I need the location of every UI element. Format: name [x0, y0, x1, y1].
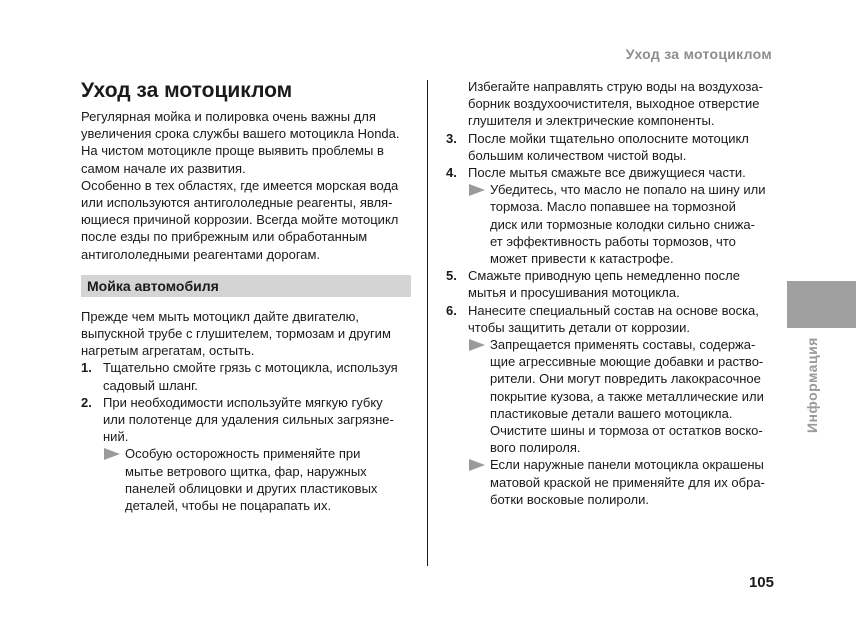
text-line: Тщательно смойте грязь с мотоцикла, используя	[103, 360, 398, 376]
text-line: Регулярная мойка и полировка очень важны для	[81, 109, 376, 124]
text-line: мытье ветрового щитка, фар, наружных	[125, 463, 367, 479]
note-arrow-icon	[469, 459, 485, 471]
text-line: антигололедными реагентами дорогам.	[81, 246, 321, 262]
step-item	[81, 394, 411, 446]
text-line: На чистом мотоцикле проще выявить проблемы в	[81, 143, 384, 159]
caution-note	[468, 336, 778, 456]
step-number: 6.	[446, 302, 457, 318]
step-item	[446, 267, 778, 301]
step-number: 1.	[81, 360, 92, 376]
caution-note	[468, 456, 778, 508]
text-line: Запрещается применять составы, содержа-	[490, 337, 756, 353]
text-line: ботки восковые полироли.	[490, 491, 650, 507]
text-line: или полотенце для удаления сильных загрязне-	[103, 412, 394, 428]
note-arrow-icon	[469, 339, 485, 351]
chapter-tab-text: Информация	[804, 337, 820, 433]
page-number: 105	[748, 574, 774, 591]
step-item	[446, 130, 778, 164]
step-number: 4.	[446, 165, 457, 181]
text-line: Прежде чем мыть мотоцикл дайте двигателю,	[81, 308, 360, 324]
text-line: после езды по прибрежным или обработанным	[81, 229, 368, 245]
text-line: матовой краской не применяйте для их обра-	[490, 474, 765, 490]
page-title: Уход за мотоциклом	[81, 79, 293, 102]
text-line: садовый шланг.	[103, 377, 198, 393]
text-line: Убедитесь, что масло не попало на шину или	[490, 182, 766, 198]
text-line: самом начале их развития.	[81, 160, 246, 176]
text-line: вого полироля.	[490, 440, 581, 456]
text-line: Нанесите специальный состав на основе воска,	[468, 302, 759, 318]
text-line: ет эффективность работы тормозов, что	[490, 233, 736, 249]
text-line: выпускной трубе с глушителем, тормозам и другим	[81, 326, 391, 342]
caution-note	[468, 181, 778, 267]
text-line: щие агрессивные моющие добавки и раство-	[490, 354, 764, 370]
caution-note	[103, 445, 411, 514]
text-line: мытья и просушивания мотоцикла.	[468, 285, 680, 301]
text-line: Особенно в тех областях, где имеется морская вода	[81, 177, 399, 193]
text-line: рители. Они могут повредить лакокрасочное	[490, 371, 761, 387]
intro-paragraph	[81, 108, 411, 263]
text-line: После мойки тщательно ополосните мотоцикл	[468, 130, 749, 146]
text-line: диск или тормозные колодки сильно снижа-	[490, 216, 755, 232]
text-line: большим количеством чистой воды.	[468, 147, 687, 163]
step-number: 5.	[446, 268, 457, 284]
step-item	[81, 359, 411, 393]
step-number: 2.	[81, 394, 92, 410]
text-line: При необходимости используйте мягкую губку	[103, 394, 383, 410]
text-line: После мытья смажьте все движущиеся части.	[468, 165, 746, 181]
note-arrow-icon	[104, 448, 120, 460]
chapter-tab	[787, 281, 856, 328]
text-line: может привести к катастрофе.	[490, 251, 674, 267]
text-line: Очистите шины и тормоза от остатков воско-	[490, 423, 763, 439]
step-number: 3.	[446, 130, 457, 146]
text-line: тормоза. Масло попавшее на тормозной	[490, 199, 736, 215]
step-item	[446, 302, 778, 336]
text-line: глушителя и электрические компоненты.	[468, 113, 715, 129]
text-line: нагретым агрегатам, остыть.	[81, 343, 255, 359]
text-line: пластиковые детали вашего мотоцикла.	[490, 405, 733, 421]
section-intro	[81, 308, 411, 360]
text-line: Если наружные панели мотоцикла окрашены	[490, 457, 764, 473]
text-line: борник воздухоочистителя, выходное отверстие	[468, 96, 760, 112]
text-line: Избегайте направлять струю воды на воздухоза-	[468, 79, 763, 94]
text-line: деталей, чтобы не поцарапать их.	[125, 498, 332, 514]
note-arrow-icon	[469, 184, 485, 196]
text-line: чтобы защитить детали от коррозии.	[468, 319, 691, 335]
running-head: Уход за мотоциклом	[625, 46, 772, 62]
right-column	[446, 78, 778, 508]
text-line: панелей облицовки и других пластиковых	[125, 480, 378, 496]
continuation-text	[446, 78, 778, 130]
left-column	[81, 78, 411, 514]
text-line: или используются антигололедные реагенты, явля-	[81, 195, 393, 211]
text-line: увеличения срока службы вашего мотоцикла Honda.	[81, 126, 400, 142]
step-item	[446, 164, 778, 181]
text-line: ющиеся причиной коррозии. Всегда мойте мотоцикл	[81, 212, 399, 228]
text-line: Смажьте приводную цепь немедленно после	[468, 268, 740, 284]
text-line: Особую осторожность применяйте при	[125, 446, 361, 462]
text-line: покрытие кузова, а также металлические или	[490, 388, 764, 404]
section-heading: Мойка автомобиля	[81, 275, 411, 297]
column-divider	[427, 80, 428, 566]
text-line: ний.	[103, 429, 129, 445]
